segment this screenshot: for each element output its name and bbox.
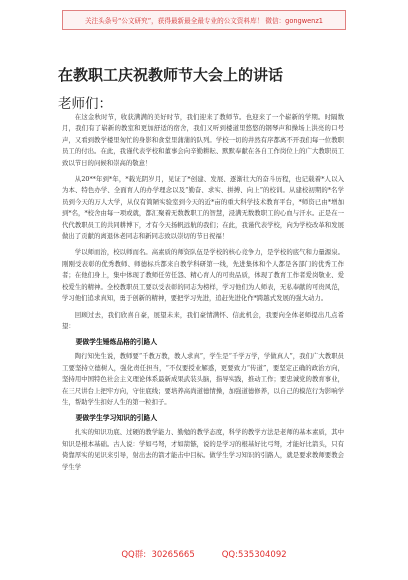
- document-title: 在教职工庆祝教师节大会上的讲话: [58, 66, 284, 84]
- salutation: 老师们：: [58, 96, 112, 112]
- body-paragraph: 回顾过去，我们欣喜自豪，展望未来，我们豪情满怀、信此机会，我要向全体老师提出几点希望：: [62, 310, 344, 330]
- body-paragraph: 从20**年到*年，*载光阴岁月，见证了*创建、发展、逐渐壮大的奋斗历程，也记载着*人以入为本、特色办学、全面育人的办学理念以及“勤奋、求实、拼搏、向上”的校训。从建校初期的*名学员到今天的万人大学，从仅有简陋实验室到今天的近*亩的重大科学技术教育平台，*师资已由*增加到*名，*校舍由每一项或就，都汇聚着无数教职工的智慧，浸满无数教职工的心血与汗水。正是在一代代教职员工的共同耕博下，才有今天扬帆远航的我们；在此，我谨代表学校，向为学校改革和发展做出了贡献的离退休老同志和新同志致以崇切的节日祝福！: [62, 175, 344, 241]
- body-paragraph: 在这金秋时节，收获满满的美好时节，我们迎来了教师节。也迎来了一个崭新的学期。时隔数月，我们有了崭新的教室和更加舒适的宿舍，我们又听到楼道里悠悠的钢琴声和操场上洪亮的口号声，又看到教学楼里匆忙的身影和食堂里蒲蒲的队列。学校一切的井然有序都离不开我们每一位教职员工的付出。在此，我谨代表学校和董事会向辛勤耕耘、默默奉献在各自工作岗位上的广大教职员工致以节日的问候和崇高的敬意！: [62, 113, 344, 167]
- section-paragraph: 陶行知先生说，教师要“千教万教，教人求真”，学生是“千学万学，学做真人”，我们广大教职员工要坚持立德树人，强化责任担当，“不仅要授业解惑，更要致力“传道”，要坚定正确的政治方向，坚持用中国特色社会主义理论体系最新成果武装头脑，指导实践，推动工作；要忠诚党的教育事业，在三尺讲台上把牢方向，守住底线；要培养高尚道德情操，加强道德修养，以自己的模范行为影响学生，帮助学生扣好人生的第一粒扣子。: [62, 352, 344, 406]
- section-heading: 要做学生锤炼品格的引路人: [75, 338, 158, 347]
- section-paragraph: 扎实的知识功底、过硬的教学能力、勤勉的教学态度，科学的教学方法是老师的基本素质，其中知识是根本基础。古人说：学如弓弩，才如箭镞，说的是学习的根基好比弓弩，才能好比箭头，只有倚靠厚实的见识来引导，射出去的箭才能击中目标。做学生学习知识的引路人，就是要求教师要教会学生学: [62, 428, 344, 471]
- footer-contact: QQ群: 30265665 QQ:535304092: [121, 550, 287, 560]
- document-body: [62, 112, 344, 478]
- header-banner: 关注头条号“公文研究”，获得最新最全最专业的公文资料库！ 微信：gongwenz1: [62, 10, 346, 30]
- body-paragraph: 学以师而治，校以师而名。高素质的师资队伍是学校的核心竞争力，是学校的底气和力量源泉。刚刚受表彰的优秀教师、师德标兵都来自教学科研第一线，先进集体和个人都是各部门的优秀工作者；在他们身上，集中体现了教师任劳任怨、精心育人的可贵品质，体现了教育工作者爱岗敬业、爱校爱生的精神。全校教职员工要以受表彰的同志为榜样，学习他们为人师表，无私奉献的可贵风范，学习他们追求真知，勇于创新的精神，要把学习先进，追赶先进化作*跨越式发展的强大动力。: [62, 248, 344, 303]
- section-heading: 要做学生学习知识的引路人: [75, 414, 158, 423]
